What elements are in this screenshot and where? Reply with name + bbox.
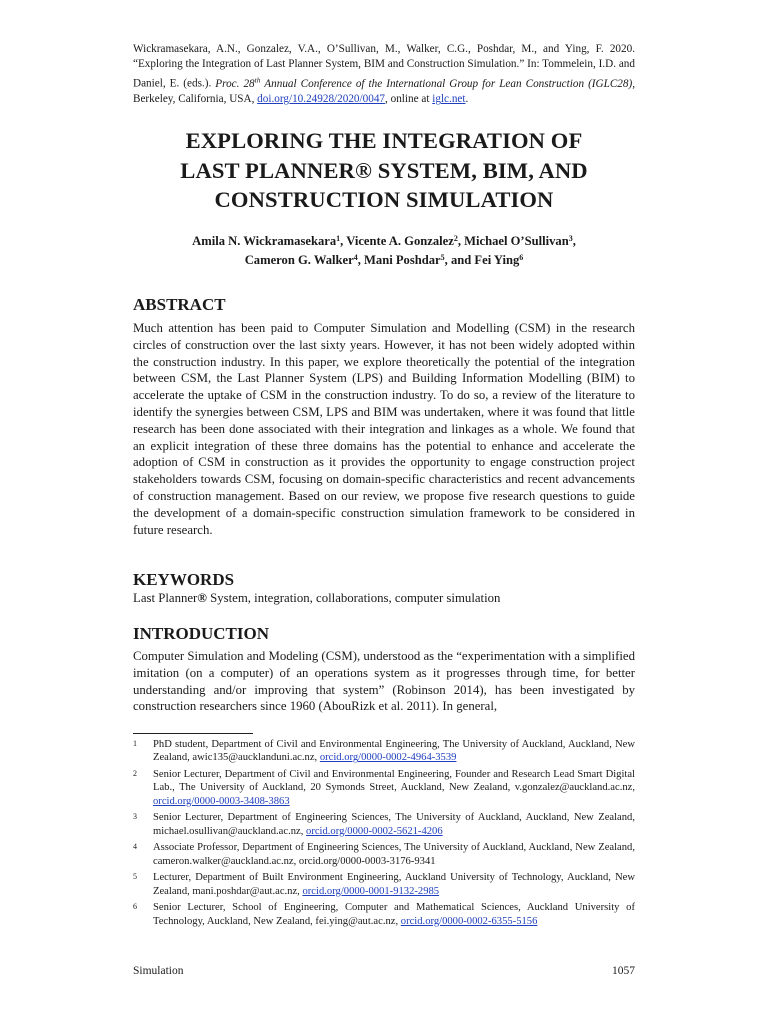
footnote: 2 Senior Lecturer, Department of Civil and Environmental Engineering, Founder and Research Lead Smart Digital Lab., The University of Auckland, 20 Symonds Street, Auckland, New Zealand, v.gonzalez@auckland.ac.nz, orcid.org/0000-0003-3408-3863 — [133, 769, 635, 807]
footnote: 4 Associate Professor, Department of Engineering Sciences, The University of Auckland, Auckland, New Zealand, cameron.walker@auckland.ac.nz, orcid.org/0000-0003-3176-9341 — [133, 842, 635, 867]
orcid-link[interactable]: orcid.org/0000-0002-6355-5156 — [400, 915, 538, 927]
footnote-number: 1 — [133, 739, 137, 748]
footnote: 5 Lecturer, Department of Built Environment Engineering, Auckland University of Technology, Auckland, New Zealand, mani.poshdar@aut.ac.nz, orcid.org/0000-0001-9132-2985 — [133, 872, 635, 897]
author-line-1: Amila N. Wickramasekara$^1$, Vicente A. Gonzalez$^2$, Michael O’Sullivan$^3$, — [192, 234, 576, 248]
citation-location: Berkeley, California, USA, — [133, 93, 258, 106]
iglc-link[interactable]: iglc.net — [432, 93, 466, 106]
citation-proceedings: Proc. 28th Annual Conference of the International Group for Lean Construction (IGLC28), — [215, 75, 635, 91]
page-number: 1057 — [612, 965, 635, 977]
title-line-3: CONSTRUCTION SIMULATION — [214, 187, 554, 212]
keywords-heading: KEYWORDS — [133, 570, 235, 589]
footnote-number: 6 — [133, 902, 137, 912]
footnote-number: 3 — [133, 812, 137, 822]
footnotes — [133, 738, 635, 931]
paper-title — [0, 126, 768, 215]
author-list — [0, 232, 768, 270]
citation: Wickramasekara, A.N., Gonzalez, V.A., O’Sullivan, M., Walker, C.G., Poshdar, M., and Ying, F. 2020. “Exploring the Integration of Last Planner System, BIM and Construction Simulation.” In: Tommelein, I.D. and Daniel, E. (eds.). Proc. 28th Annual Conference of the International Group for Lean Construction (IGLC28), Berkeley, California, USA, doi.org/10.24928/2020/0047, online at iglc.net. — [133, 43, 635, 106]
footnote: 6 Senior Lecturer, School of Engineering, Computer and Mathematical Sciences, Auckland University of Technology, Auckland, New Zealand, fei.ying@aut.ac.nz, orcid.org/0000-0002-6355-5156 — [133, 902, 635, 927]
orcid-link[interactable]: orcid.org/0000-0002-4964-3539 — [319, 752, 457, 764]
author-line-2: Cameron G. Walker$^4$, Mani Poshdar$^5$, and Fei Ying$^6$ — [244, 253, 524, 267]
footer-section: Simulation — [133, 965, 184, 977]
orcid-link[interactable]: orcid.org/0000-0002-5621-4206 — [306, 825, 443, 837]
footnote-divider — [133, 733, 253, 734]
footnote-number: 4 — [133, 842, 137, 852]
introduction-text: Computer Simulation and Modeling (CSM), understood as the “experimentation with a simplified imitation (on a computer) of an operations system as it progresses through time, for better understanding and/or improving that system” (Robinson 2014), has been investigated by construction researchers since 1960 (AbouRizk et al. 2011). In general, — [133, 649, 635, 714]
footnote-number: 2 — [133, 769, 137, 778]
footnote-number: 5 — [133, 872, 137, 882]
orcid-link[interactable]: orcid.org/0000-0001-9132-2985 — [302, 885, 440, 897]
title-line-2: LAST PLANNER® SYSTEM, BIM, AND — [180, 157, 588, 183]
abstract-text: Much attention has been paid to Computer Simulation and Modelling (CSM) in the research circles of construction over the last sixty years. However, it has not been widely adopted within the construction industry. In this paper, we explore theoretically the potential of the integration between CSM, the Last Planner System (LPS) and Building Information Modelling (BIM) to accelerate the uptake of CSM in the construction industry. To do so, a review of the literature to identify the synergies between CSM, LPS and BIM was undertaken, where it was found that little research has been done associated with their integration and linkages as a whole. We found that an explicit integration of these three domains has the potential to enhance and accelerate the adoption of CSM in construction as it provides the opportunity to engage construction project stakeholders towards CSM, focusing on domain-specific characteristics and recent advancements of construction management. Based on our review, we propose five research questions to guide the development of a domain-specific construction simulation framework to be considered in future research. — [133, 321, 635, 537]
title-line-1: EXPLORING THE INTEGRATION OF — [185, 128, 583, 153]
introduction-heading: INTRODUCTION — [133, 624, 270, 643]
footnote: 3 Senior Lecturer, Department of Engineering Sciences, The University of Auckland, Auckland, New Zealand, michael.osullivan@auckland.ac.nz, orcid.org/0000-0002-5621-4206 — [133, 812, 635, 837]
keywords-text: Last Planner® System, integration, collaborations, computer simulation — [133, 591, 501, 605]
citation-text: Wickramasekara, A.N., Gonzalez, V.A., O’Sullivan, M., Walker, C.G., Poshdar, M., and Ying, F. 2020. “Exploring the Integration of Last Planner System, BIM and Construction Simulation.” In: Tommelein, I.D. and Daniel, E. (eds.). — [133, 43, 635, 91]
doi-link[interactable]: doi.org/10.24928/2020/0047 — [257, 93, 386, 106]
footnote: 1 PhD student, Department of Civil and Environmental Engineering, The University of Auckland, Auckland, New Zealand, awic135@aucklanduni.ac.nz, orcid.org/0000-0002-4964-3539 — [133, 739, 635, 764]
citation-online: , online at — [385, 93, 433, 106]
orcid-link[interactable]: orcid.org/0000-0003-3408-3863 — [153, 795, 290, 807]
abstract-heading: ABSTRACT — [133, 295, 226, 314]
